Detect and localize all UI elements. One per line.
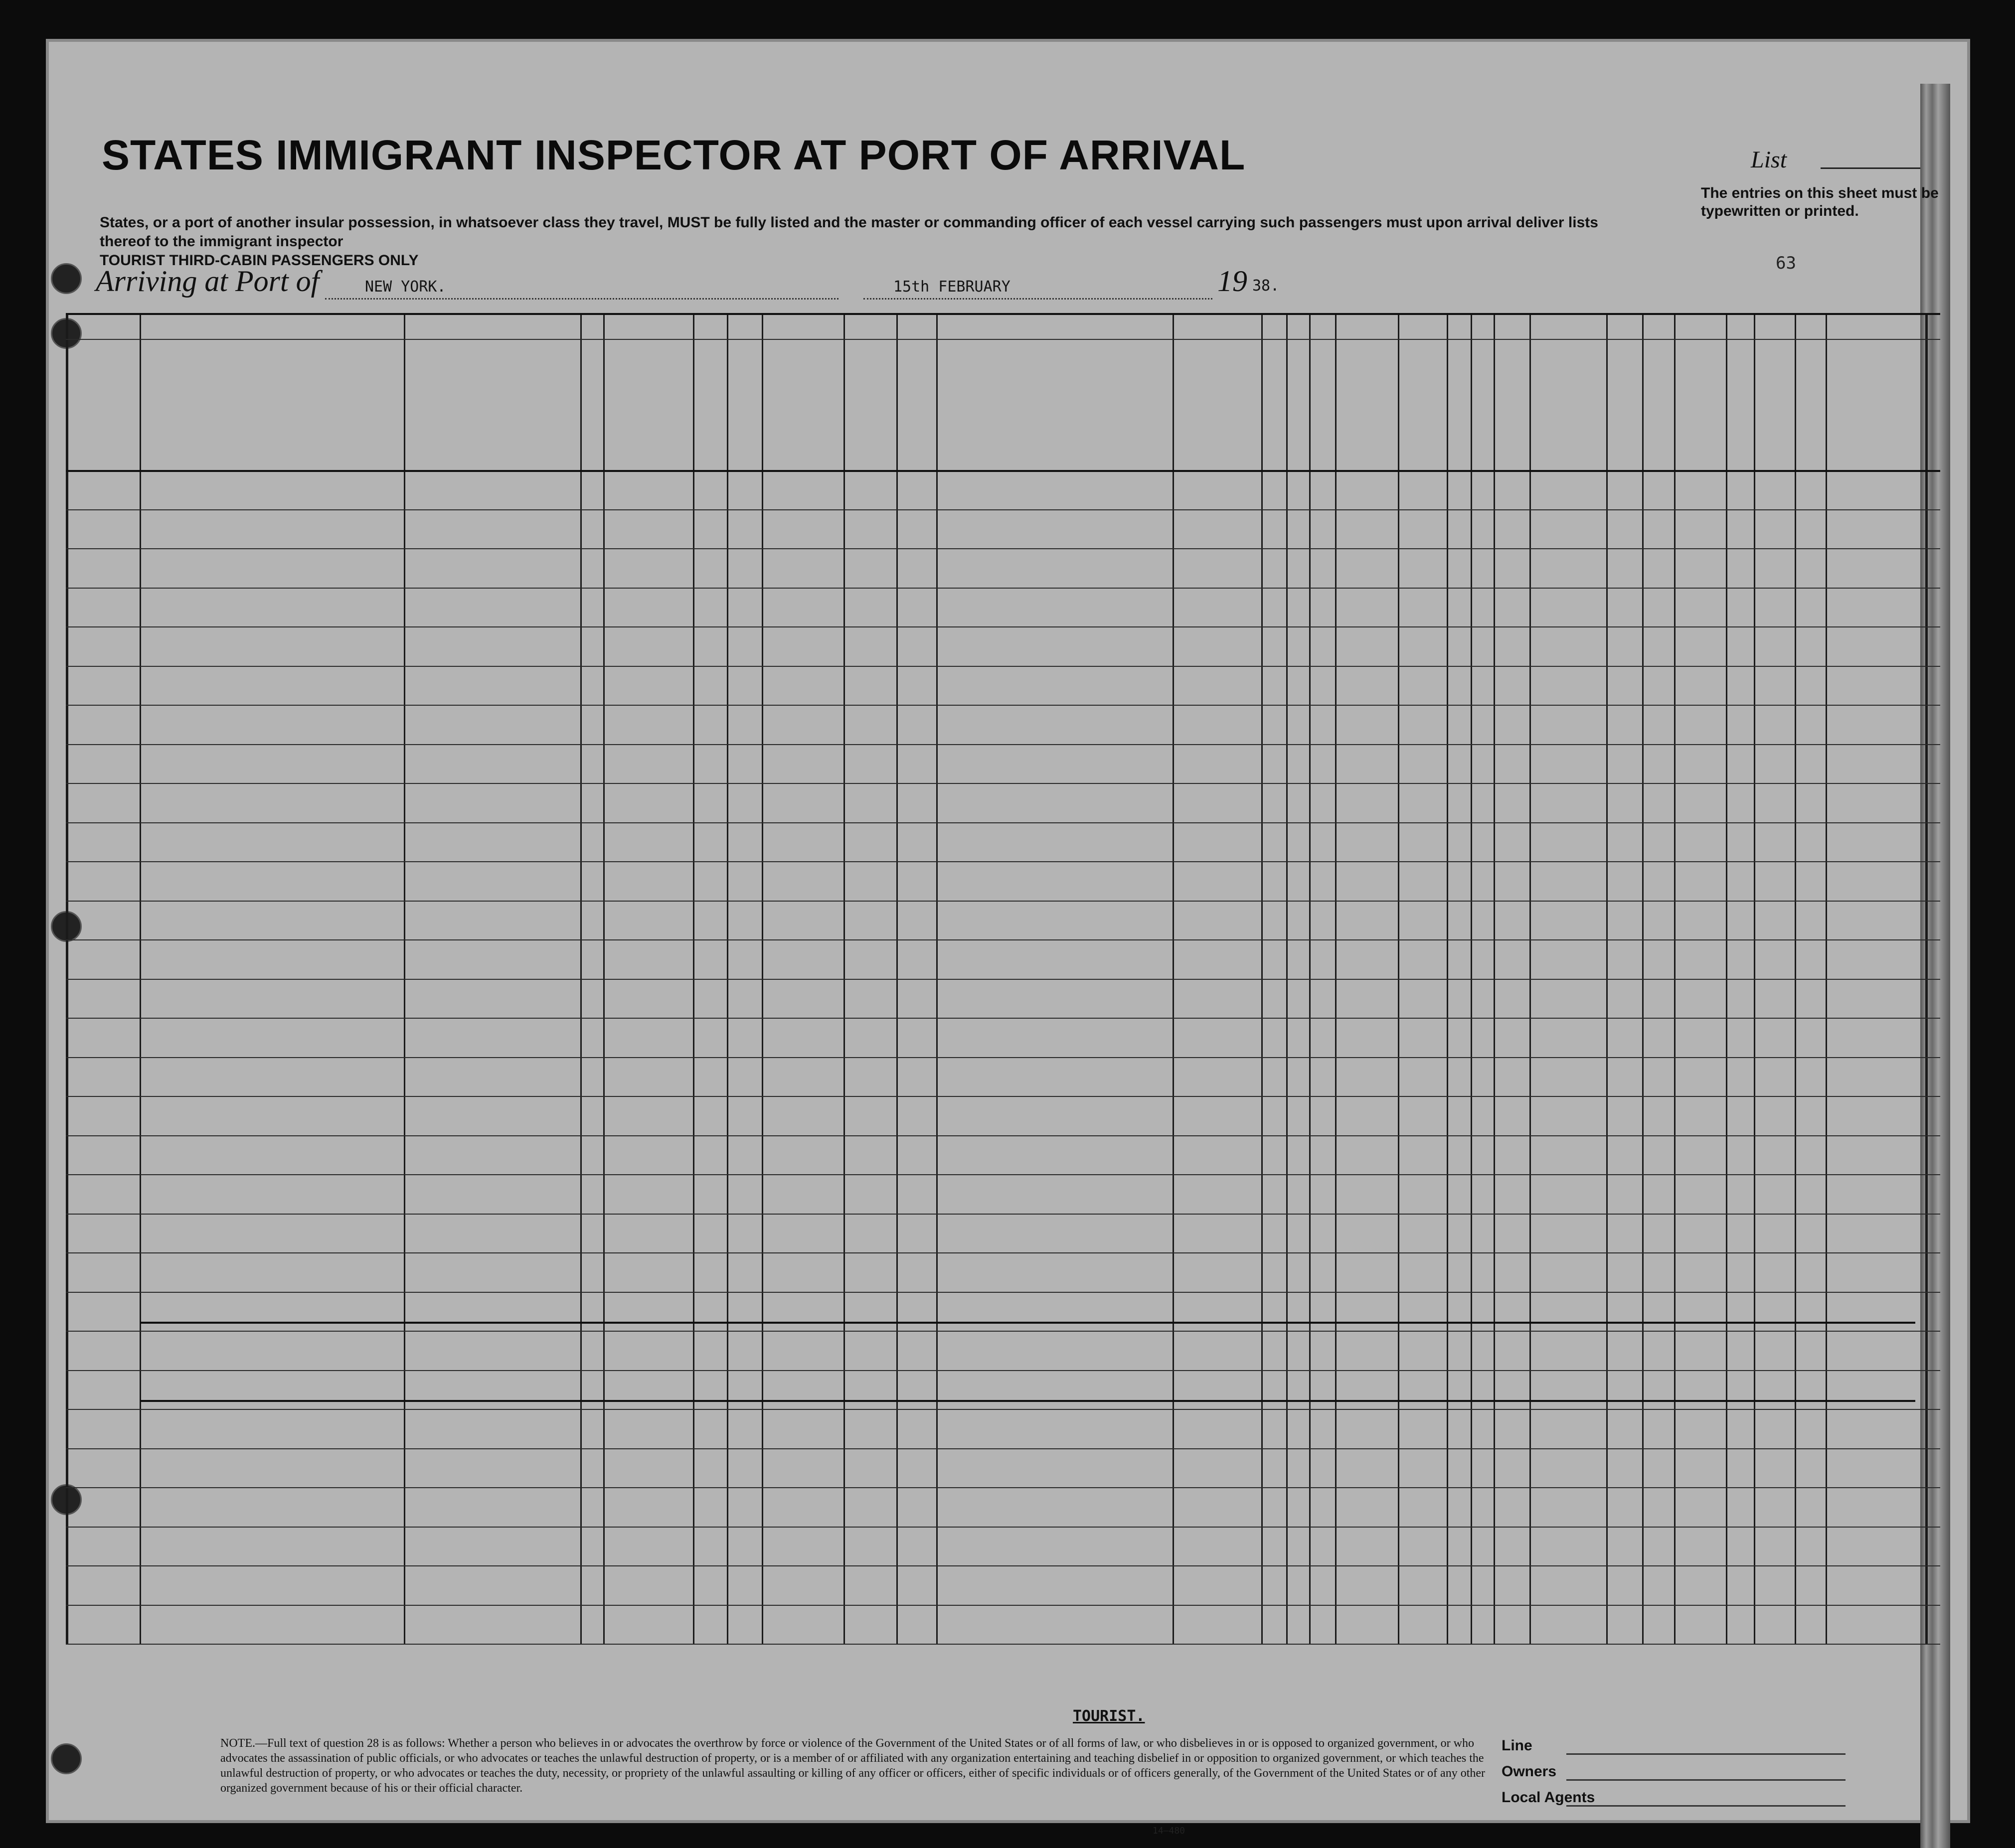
- row-rule: [66, 822, 1940, 823]
- row-rule: [66, 588, 1940, 589]
- date-line: [863, 298, 1212, 300]
- row-rule: [66, 1018, 1940, 1019]
- typewritten-note: The entries on this sheet must be typewritten or printed.: [1701, 185, 1939, 219]
- row-rule: [66, 1448, 1940, 1449]
- line-field: [1566, 1753, 1846, 1755]
- form-title: STATES IMMIGRANT INSPECTOR AT PORT OF ARRIVAL: [102, 132, 1246, 178]
- binder-hole: [51, 1743, 82, 1774]
- binder-hole: [51, 263, 82, 294]
- port-line: [325, 298, 839, 300]
- regulation-line: States, or a port of another insular possession, in whatsoever class they travel, MUST be fully listed and the master or commanding officer of each vessel carrying such passengers must upon arrival deliver lists thereof to the immigrant inspector: [100, 214, 1598, 250]
- port-value: NEW YORK.: [365, 278, 446, 296]
- row-rule: [66, 1096, 1940, 1097]
- manifest-table: [66, 313, 1950, 1728]
- arriving-label: Arriving at Port of: [96, 265, 320, 298]
- tourist-label: TOURIST.: [1073, 1707, 1145, 1725]
- header-bottom-rule: [66, 470, 1940, 472]
- row-rule: [66, 979, 1940, 980]
- row-rule: [66, 861, 1940, 862]
- row-rule: [66, 1370, 1940, 1371]
- row-rule: [66, 1214, 1940, 1215]
- question-28-note: NOTE.—Full text of question 28 is as follows: Whether a person who believes in or advocates the overthrow by force or violence of the Government of the United States or of all forms of law, or who disbelieves in or is opposed to organized government, or who advocates the assassination of public officials, or who advocates or teaches the unlawful destruction of property, or is a member of or affiliated with any organization entertaining and teaching disbelief in or opposition to organized government, or which teaches the unlawful destruction of property, or who advocates or teaches the duty, necessity, or propriety of the unlawful assaulting or killing of any officer or officers, either of specific individuals or of officers generally, of the Government of the United States or of any other organized government because of his or their official character.: [220, 1737, 1486, 1795]
- row-rule: [66, 1174, 1940, 1175]
- list-label: List: [1751, 147, 1787, 173]
- year-prefix: 19: [1217, 265, 1247, 298]
- form-code: 14—480: [1153, 1826, 1185, 1836]
- row-rule: [66, 548, 1940, 549]
- row-rule: [66, 1331, 1940, 1332]
- cancel-strikethrough: [141, 1322, 1915, 1324]
- list-number-line: [1821, 167, 1920, 169]
- row-rule: [66, 744, 1940, 745]
- manifest-sheet: [46, 39, 1970, 1836]
- row-rule: [66, 1135, 1940, 1136]
- regulation-text: [100, 213, 1645, 270]
- row-rule: [66, 666, 1940, 667]
- local-agents-field: [1566, 1805, 1846, 1807]
- date-value: 15th FEBRUARY: [893, 278, 1010, 296]
- row-rule: [66, 1487, 1940, 1488]
- row-rule: [66, 901, 1940, 902]
- year-value: 38.: [1252, 277, 1280, 295]
- row-rule: [66, 626, 1940, 627]
- row-rule: [66, 783, 1940, 784]
- row-rule: [66, 1565, 1940, 1566]
- row-rule: [66, 509, 1940, 510]
- row-rule: [66, 1644, 1940, 1645]
- row-rule: [66, 1057, 1940, 1058]
- table-top-rule: [66, 313, 1940, 315]
- handwritten-sheet-number: 63: [1776, 253, 1796, 273]
- row-rule: [66, 1527, 1940, 1528]
- cancel-strikethrough: [141, 1400, 1915, 1402]
- line-label: Line: [1502, 1737, 1532, 1754]
- row-rule: [66, 705, 1940, 706]
- row-rule: [66, 1252, 1940, 1253]
- owners-label: Owners: [1502, 1763, 1557, 1780]
- row-rule: [66, 1605, 1940, 1606]
- passenger-class: TOURIST THIRD-CABIN PASSENGERS ONLY: [100, 252, 419, 269]
- row-rule: [66, 939, 1940, 940]
- local-agents-label: Local Agents: [1502, 1789, 1595, 1806]
- row-rule: [66, 1409, 1940, 1410]
- owners-field: [1566, 1779, 1846, 1781]
- column-number-rule: [66, 339, 1940, 340]
- row-rule: [66, 1292, 1940, 1293]
